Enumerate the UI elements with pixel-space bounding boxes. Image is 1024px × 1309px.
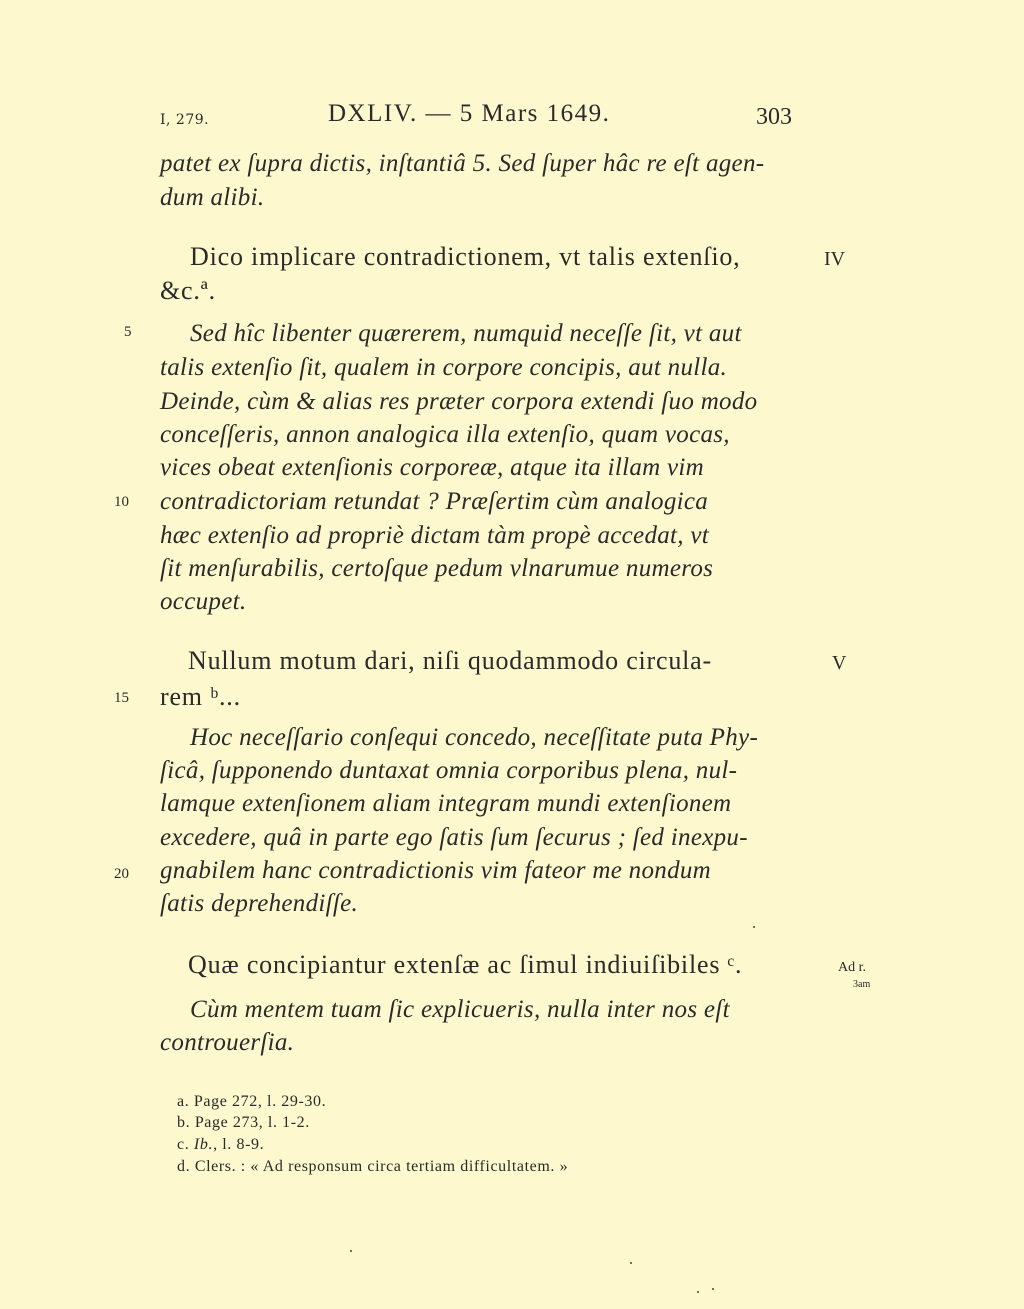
margin-note-iv: IV <box>824 248 846 270</box>
quoted-objection: Dico implicare contradictionem, vt talis extenſio, <box>190 242 741 271</box>
text-line: controuerſia. <box>160 1029 295 1056</box>
footnote-a <box>177 1093 326 1111</box>
text-line: Hoc neceſſario conſequi concedo, neceſſitate puta Phy- <box>190 724 759 751</box>
scan-speck <box>350 1250 352 1252</box>
footnote-text: Clers. : « Ad responsum circa tertiam difficultatem. » <box>194 1158 569 1175</box>
text-line: lamque extenſionem aliam integram mundi extenſionem <box>160 790 732 817</box>
text-line: ſicâ, ſupponendo duntaxat omnia corporibus plena, nul- <box>160 757 738 784</box>
text-line: vices obeat extenſionis corporeæ, atque ita illam vim <box>160 454 705 481</box>
text-line: excedere, quâ in parte ego ſatis ſum ſecurus ; ſed inexpu- <box>160 824 748 851</box>
footnote-mark: a. <box>177 1093 190 1110</box>
margin-note-ad: Ad r. <box>838 960 866 975</box>
line-number: 20 <box>114 866 129 882</box>
text-line: talis extenſio ſit, qualem in corpore concipis, aut nulla. <box>160 354 728 381</box>
line-number: 15 <box>114 690 129 706</box>
quoted-objection: Nullum motum dari, niſi quodammodo circula- <box>188 646 712 675</box>
line-number: 10 <box>114 494 129 510</box>
line-number: 5 <box>124 324 132 340</box>
text-line: patet ex ſupra dictis, inſtantiâ 5. Sed ſuper hâc re eſt agen- <box>160 150 765 177</box>
text-line: contradictoriam retundat ? Præſertim cùm analogica <box>160 488 709 515</box>
text-line: ſit menſurabilis, certoſque pedum vlnarumue numeros <box>160 555 714 582</box>
quoted-objection: Quæ concipiantur extenſæ ac ſimul indiuiſibiles ᶜ. <box>188 950 743 979</box>
text-line: gnabilem hanc contradictionis vim fateor me nondum <box>160 857 712 884</box>
footnote-ibid: Ib. <box>193 1136 214 1153</box>
text-line: dum alibi. <box>160 184 265 211</box>
text-line: Cùm mentem tuam ſic explicueris, nulla inter nos eſt <box>190 996 730 1023</box>
margin-note-ad-sub: 3am <box>853 979 871 990</box>
footnote-mark: b. <box>177 1114 191 1131</box>
scan-speck <box>630 1262 632 1264</box>
footnote-mark: d. <box>177 1158 191 1175</box>
text-line: hæc extenſio ad propriè dictam tàm propè accedat, vt <box>160 522 710 549</box>
footnote-text: Page 272, l. 29-30. <box>193 1093 327 1110</box>
header-title: DXLIV. — 5 Mars 1649. <box>328 100 611 127</box>
text-line: occupet. <box>160 588 247 615</box>
scan-speck <box>712 1288 714 1290</box>
footnote-text: , l. 8-9. <box>213 1136 265 1153</box>
header-reference: I, 279. <box>160 112 210 128</box>
quoted-objection: &c.ª. <box>160 276 216 305</box>
quoted-objection: rem ᵇ... <box>160 682 241 711</box>
footnote-d <box>177 1158 568 1176</box>
margin-note-v: V <box>832 652 847 674</box>
footnote-c <box>177 1136 264 1154</box>
page-number: 303 <box>756 104 792 130</box>
footnote-text: Page 273, l. 1-2. <box>194 1114 310 1131</box>
footnote-b <box>177 1114 310 1132</box>
text-line: Deinde, cùm & alias res præter corpora extendi ſuo modo <box>160 388 758 415</box>
text-line: conceſſeris, annon analogica illa extenſio, quam vocas, <box>160 421 730 448</box>
scan-speck <box>697 1291 699 1293</box>
text-line: ſatis deprehendiſſe. <box>160 890 359 917</box>
footnote-mark: c. <box>177 1136 190 1153</box>
text-line: Sed hîc libenter quærerem, numquid neceſſe ſit, vt aut <box>190 320 742 347</box>
scan-speck <box>753 926 755 928</box>
